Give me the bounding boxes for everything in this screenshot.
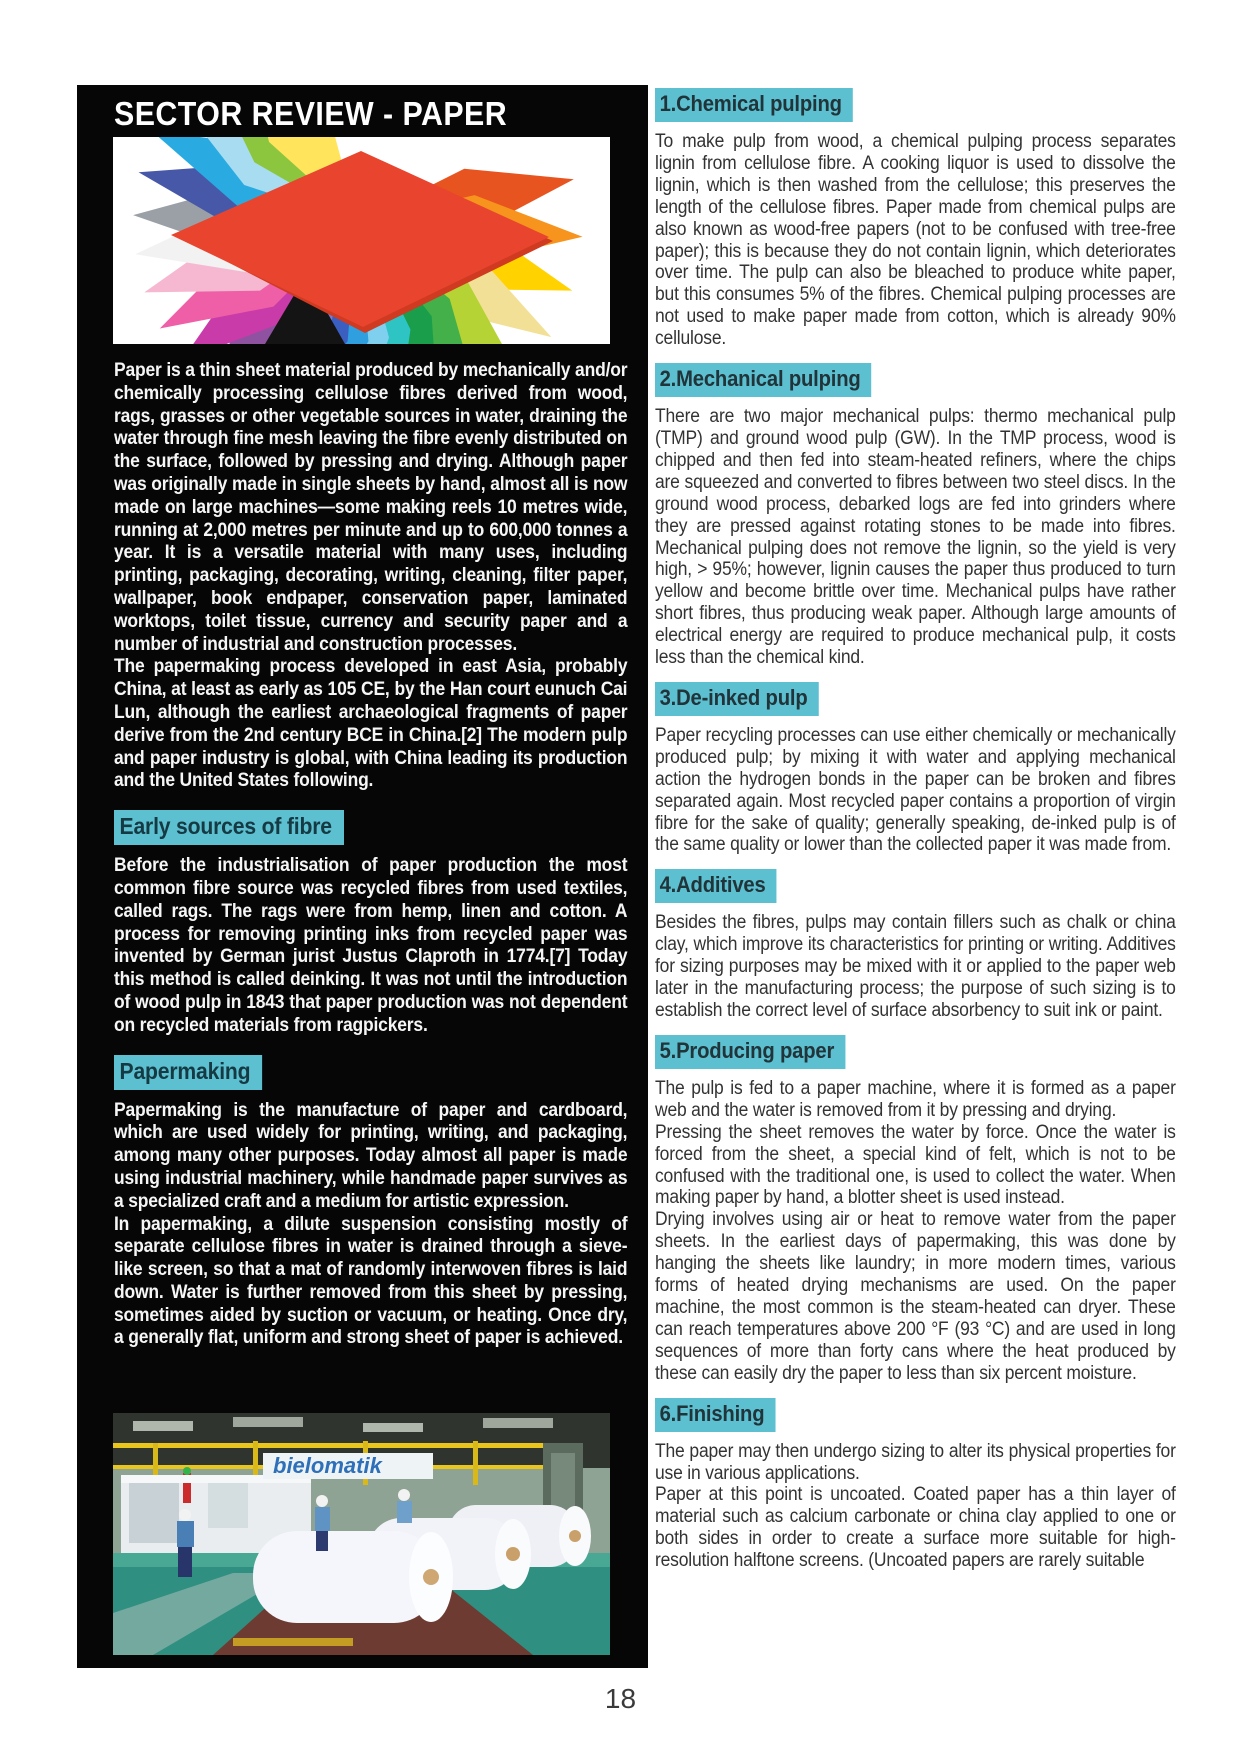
paragraph: The papermaking process developed in east Asia, probably China, at least as early as 105 CE, by the Han court eunuch Cai Lun, although the earliest archaeological fragments of paper derive from the 2nd century BCE in China.[2] The modern pulp and paper industry is global, with China leading its production and the United States following. (114, 656, 628, 792)
section-text (655, 406, 1176, 669)
numbered-heading-row (655, 363, 1176, 397)
heading-additives: 4.Additives (655, 869, 777, 903)
paragraph: The pulp is fed to a paper machine, where it is formed as a paper web and the water is removed from it by pressing and drying. (655, 1077, 1176, 1121)
numbered-heading-row (655, 88, 1176, 122)
paragraph: To make pulp from wood, a chemical pulping process separates lignin from cellulose fibre. A cooking liquor is used to dissolve the lignin, which is then washed from the cellulose; this preserves the length of the cellulose fibres. Paper made from chemical pulps are also known as wood-free papers (not to be confused with tree-free paper); this is because they do not contain lignin, which deteriorates over time. The pulp can also be bleached to produce white paper, but this consumes 5% of the fibres. Chemical pulping processes are not used to make paper made from cotton, which is already 90% cellulose. (655, 131, 1176, 350)
heading-producing-paper: 5.Producing paper (655, 1035, 845, 1069)
paragraph: Besides the fibres, pulps may contain fillers such as chalk or china clay, which improve its characteristics for printing or writing. Additives for sizing purposes may be mixed with it or applied to the paper web later in the manufacturing process; the purpose of such sizing is to establish the correct level of surface absorbency to suit ink or paint. (655, 912, 1176, 1021)
paragraph: Drying involves using air or heat to remove water from the paper sheets. In the earliest days of papermaking, this was done by hanging the sheets like laundry; in more modern times, various forms of heated drying mechanisms are used. On the paper machine, the most common is the steam-heated can dryer. These can reach temperatures above 200 °F (93 °C) and are used in long sequences of more than forty cans where the heat produced by these can easily dry the paper to less than six percent moisture. (655, 1209, 1176, 1384)
numbered-heading-row (655, 682, 1176, 716)
paper-mill-illustration (113, 1413, 610, 1655)
section-text (114, 1100, 627, 1351)
section-text (655, 1441, 1176, 1572)
section-text (114, 855, 627, 1037)
left-intro-text (114, 360, 627, 793)
section-heading-early-sources: Early sources of fibre (114, 810, 344, 845)
paragraph: Paper at this point is uncoated. Coated paper has a thin layer of material such as calcium carbonate or china clay applied to one or both sides in order to create a surface more suitable for high-resolution halftone screens. (Uncoated papers are rarely suitable (655, 1484, 1176, 1572)
left-panel-content (114, 92, 627, 1350)
paragraph: Papermaking is the manufacture of paper and cardboard, which are used widely for printing, writing, and packaging, among many other purposes. Today almost all paper is made using industrial machinery, while handmade paper survives as a specialized craft and a medium for artistic expression. (114, 1099, 628, 1212)
numbered-heading-row (655, 1398, 1176, 1432)
section-text (655, 131, 1176, 350)
image-spacer (114, 136, 627, 360)
paper-mill-image (113, 1413, 610, 1655)
paragraph: Paper is a thin sheet material produced by mechanically and/or chemically processing cellulose fibres derived from wood, rags, grasses or other vegetable sources in water, draining the water through fine mesh leaving the fibre evenly distributed on the surface, followed by pressing and drying. Although paper was originally made in single sheets by hand, almost all is now made on large machines—some making reels 10 metres wide, running at 2,000 metres per minute and up to 600,000 tonnes a year. It is a versatile material with many uses, including printing, packaging, decorating, writing, cleaning, filter paper, wallpaper, book endpaper, conservation paper, laminated worktops, toilet tissue, currency and security paper and a number of industrial and construction processes. (114, 360, 628, 655)
section-text (655, 1078, 1176, 1385)
section-text (655, 725, 1176, 856)
left-feature-panel (77, 85, 648, 1668)
paragraph: Before the industrialisation of paper production the most common fibre source was recycled fibres from used textiles, called rags. The rags were from hemp, linen and cotton. A process for removing printing inks from recycled paper was invented by German jurist Justus Claproth in 1774.[7] Today this method is called deinking. It was not until the introduction of wood pulp in 1843 that paper production was not dependent on recycled materials from ragpickers. (114, 855, 628, 1036)
page-title: SECTOR REVIEW - PAPER (114, 95, 508, 132)
paragraph: Paper recycling processes can use either chemically or mechanically produced pulp; by mixing it with water and applying mechanical action the hydrogen bonds in the paper can be broken and fibres separated again. Most recycled paper contains a proportion of virgin fibre for the sake of quality; generally speaking, de-inked pulp is of the same quality or lower than the collected paper it was made from. (655, 724, 1176, 856)
right-column (655, 88, 1176, 1572)
paragraph: There are two major mechanical pulps: thermo mechanical pulp (TMP) and ground wood pulp (GW). In the TMP process, wood is chipped and then fed into steam-heated refiners, where the chips are squeezed and converted to fibres between two steel discs. In the ground wood process, debarked logs are fed into grinders where they are pressed against rotating stones to be made into fibres. Mechanical pulping does not remove the lignin, so the yield is very high, > 95%; however, lignin causes the paper thus produced to turn yellow and become brittle over time. Mechanical pulps have rather short fibres, thus producing weak paper. Although large amounts of electrical energy are required to produce mechanical pulp, it costs less than the chemical kind. (655, 406, 1176, 669)
paragraph: In papermaking, a dilute suspension consisting mostly of separate cellulose fibres in water is drained through a sieve-like screen, so that a mat of randomly interwoven fibres is laid down. Water is further removed from this sheet by pressing, sometimes aided by suction or vacuum, or heating. Once dry, a generally flat, uniform and strong sheet of paper is achieved. (114, 1213, 628, 1349)
section-heading-papermaking: Papermaking (114, 1055, 262, 1090)
section-heading-row (114, 810, 627, 845)
paragraph: Pressing the sheet removes the water by force. Once the water is forced from the sheet, a special kind of felt, which is not to be confused with the traditional one, is used to collect the water. When making paper by hand, a blotter sheet is used instead. (655, 1121, 1176, 1209)
numbered-heading-row (655, 1035, 1176, 1069)
factory-brand-text: bielomatik (273, 1453, 382, 1478)
section-text (655, 912, 1176, 1022)
page-number: 18 (604, 1683, 637, 1714)
heading-mechanical-pulping: 2.Mechanical pulping (655, 363, 872, 397)
heading-chemical-pulping: 1.Chemical pulping (655, 88, 853, 122)
heading-finishing: 6.Finishing (655, 1398, 775, 1432)
heading-deinked-pulp: 3.De-inked pulp (655, 682, 819, 716)
numbered-heading-row (655, 869, 1176, 903)
section-heading-row (114, 1055, 627, 1090)
paragraph: The paper may then undergo sizing to alter its physical properties for use in various applications. (655, 1440, 1176, 1484)
